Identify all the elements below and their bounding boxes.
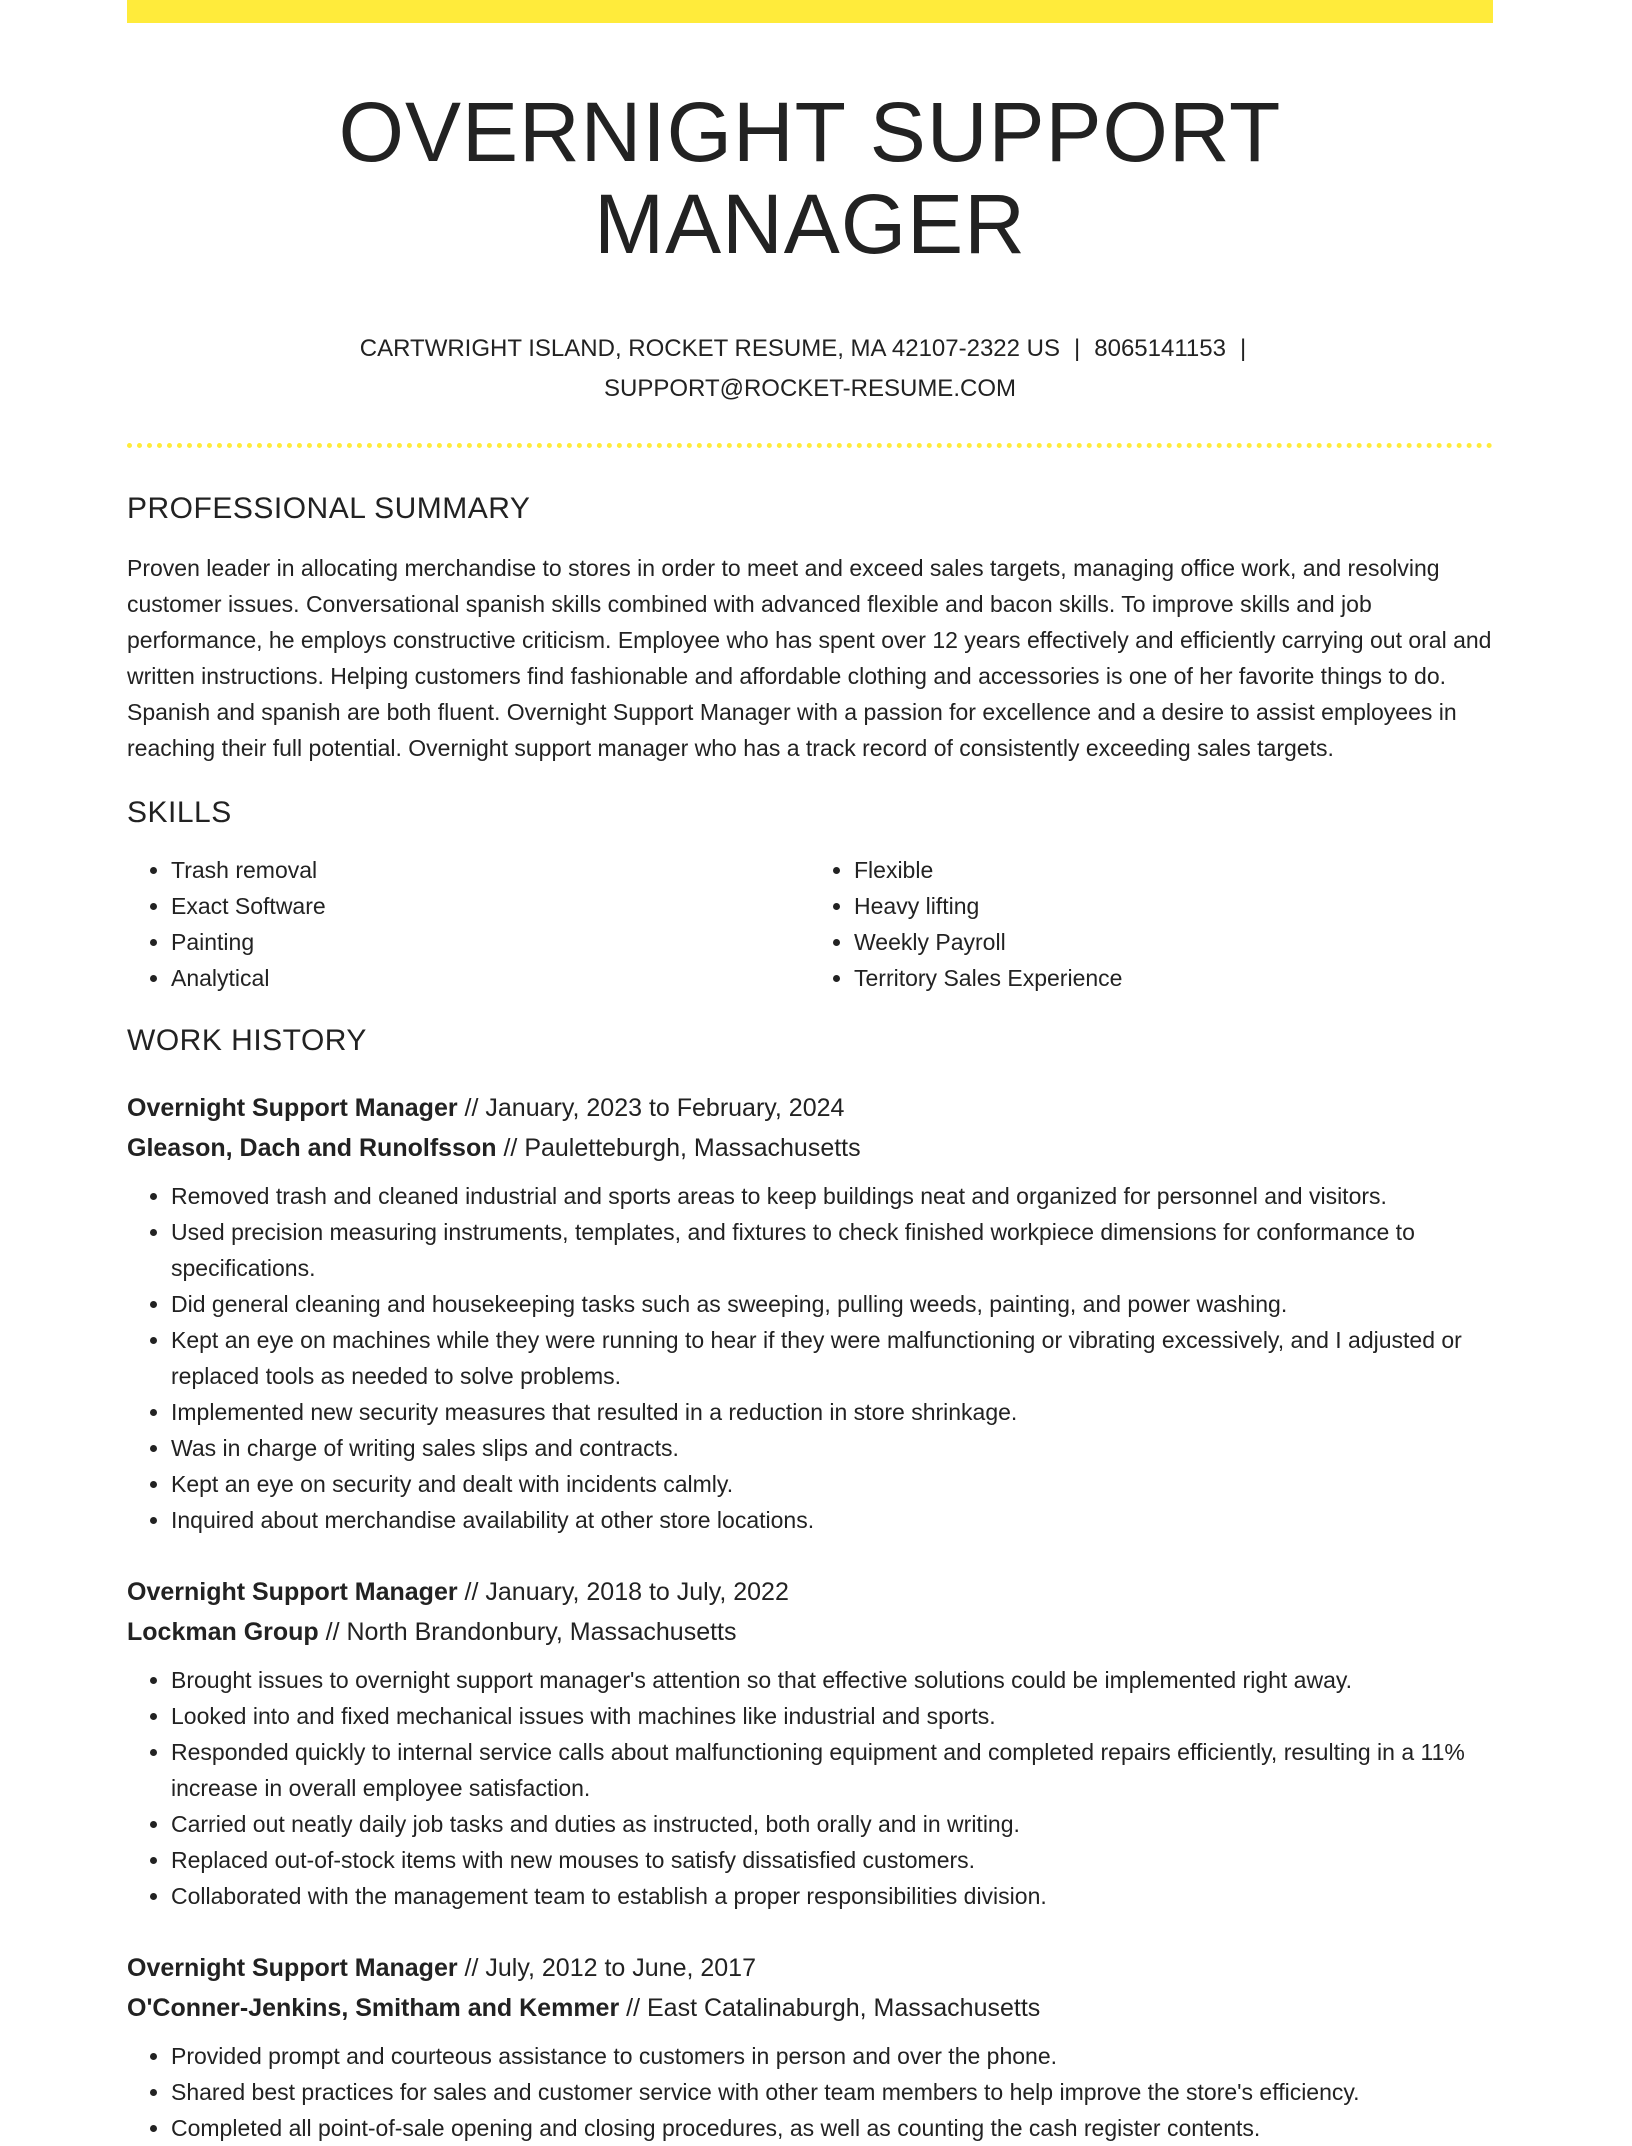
job-bullet: • Responded quickly to internal service calls about malfunctioning equipment and completed repairs efficiently, resulting in a 11% increase in overall employee satisfaction. (171, 1734, 1493, 1806)
job-bullet: • Shared best practices for sales and customer service with other team members to help improve the store's efficiency. (171, 2074, 1493, 2110)
job-divider: // (626, 1993, 641, 2022)
job-bullet: • Did general cleaning and housekeeping tasks such as sweeping, pulling weeds, painting, and power washing. (171, 1286, 1493, 1322)
job-divider: // (464, 1577, 479, 1606)
job-bullets (127, 2038, 1493, 2146)
skills-heading: SKILLS (127, 795, 232, 829)
summary-heading: PROFESSIONAL SUMMARY (127, 491, 531, 525)
job-role-line (127, 1948, 1493, 1988)
job-role: Overnight Support Manager (127, 1953, 458, 1982)
job-entry (127, 1088, 1493, 1538)
job-divider: // (464, 1953, 479, 1982)
candidate-name: OVERNIGHT SUPPORT MANAGER (338, 85, 1282, 272)
job-role-line (127, 1572, 1493, 1612)
job-role-line (127, 1088, 1493, 1128)
job-bullet: • Provided prompt and courteous assistance to customers in person and over the phone. (171, 2038, 1493, 2074)
job-role: Overnight Support Manager (127, 1093, 458, 1122)
dotted-divider (127, 443, 1493, 448)
contact-phone: 8065141153 (1094, 334, 1226, 362)
skill-item: • Heavy lifting (854, 888, 1493, 924)
skill-item: • Exact Software (171, 888, 810, 924)
job-divider: // (325, 1617, 340, 1646)
work-history-heading: WORK HISTORY (127, 1023, 367, 1057)
job-divider: // (503, 1133, 518, 1162)
job-divider: // (464, 1093, 479, 1122)
contact-separator: | (1074, 334, 1081, 362)
job-dates: July, 2012 to June, 2017 (485, 1953, 756, 1982)
skills-list (127, 852, 1493, 996)
resume-page (127, 0, 1493, 2146)
job-bullet: • Kept an eye on machines while they were running to hear if they were malfunctioning or vibrating excessively, and I adjusted or replaced tools as needed to solve problems. (171, 1322, 1493, 1394)
job-company: Gleason, Dach and Runolfsson (127, 1133, 497, 1162)
job-company-line (127, 1988, 1493, 2028)
skill-item: • Weekly Payroll (854, 924, 1493, 960)
accent-top-bar (127, 0, 1493, 23)
job-entry (127, 1572, 1493, 1914)
job-bullet: • Brought issues to overnight support manager's attention so that effective solutions could be implemented right away. (171, 1662, 1493, 1698)
job-role: Overnight Support Manager (127, 1577, 458, 1606)
job-dates: January, 2018 to July, 2022 (485, 1577, 789, 1606)
job-company-line (127, 1128, 1493, 1168)
skills-column-right (810, 852, 1493, 996)
job-bullet: • Implemented new security measures that resulted in a reduction in store shrinkage. (171, 1394, 1493, 1430)
job-bullet: • Collaborated with the management team to establish a proper responsibilities division. (171, 1878, 1493, 1914)
job-company-line (127, 1612, 1493, 1652)
job-company: Lockman Group (127, 1617, 319, 1646)
contact-info (127, 329, 1493, 409)
job-bullet: • Kept an eye on security and dealt with incidents calmly. (171, 1466, 1493, 1502)
skill-item: • Territory Sales Experience (854, 960, 1493, 996)
job-entry (127, 1948, 1493, 2146)
job-bullet: • Completed all point-of-sale opening and closing procedures, as well as counting the cash register contents. (171, 2110, 1493, 2146)
job-company: O'Conner-Jenkins, Smitham and Kemmer (127, 1993, 620, 2022)
summary-text: Proven leader in allocating merchandise to stores in order to meet and exceed sales targets, managing office work, and resolving customer issues. Conversational spanish skills combined with advanced flexible and bacon skills. To improve skills and job performance, he employs constructive criticism. Employee who has spent over 12 years effectively and efficiently carrying out oral and written instructions. Helping customers find fashionable and affordable clothing and accessories is one of her favorite things to do. Spanish and spanish are both fluent. Overnight Support Manager with a passion for excellence and a desire to assist employees in reaching their full potential. Overnight support manager who has a track record of consistently exceeding sales targets. (127, 554, 1492, 761)
job-bullet: • Looked into and fixed mechanical issues with machines like industrial and sports. (171, 1698, 1493, 1734)
skill-item: • Trash removal (171, 852, 810, 888)
job-bullets (127, 1178, 1493, 1538)
job-bullet: • Inquired about merchandise availability at other store locations. (171, 1502, 1493, 1538)
skill-item: • Painting (171, 924, 810, 960)
job-bullet: • Removed trash and cleaned industrial and sports areas to keep buildings neat and organized for personnel and visitors. (171, 1178, 1493, 1214)
job-bullet: • Used precision measuring instruments, templates, and fixtures to check finished workpiece dimensions for conformance to specifications. (171, 1214, 1493, 1286)
contact-separator: | (1239, 334, 1247, 362)
contact-address: CARTWRIGHT ISLAND, ROCKET RESUME, MA 42107-2322 US (359, 334, 1061, 362)
job-location: East Catalinaburgh, Massachusetts (647, 1993, 1041, 2022)
skill-item: • Flexible (854, 852, 1493, 888)
job-location: North Brandonbury, Massachusetts (346, 1617, 737, 1646)
job-bullets (127, 1662, 1493, 1914)
contact-email: SUPPORT@ROCKET-RESUME.COM (604, 374, 1016, 402)
job-bullet: • Carried out neatly daily job tasks and duties as instructed, both orally and in writing. (171, 1806, 1493, 1842)
skills-column-left (127, 852, 810, 996)
job-bullet: • Was in charge of writing sales slips and contracts. (171, 1430, 1493, 1466)
job-location: Pauletteburgh, Massachusetts (524, 1133, 861, 1162)
job-dates: January, 2023 to February, 2024 (485, 1093, 845, 1122)
skill-item: • Analytical (171, 960, 810, 996)
job-bullet: • Replaced out-of-stock items with new mouses to satisfy dissatisfied customers. (171, 1842, 1493, 1878)
